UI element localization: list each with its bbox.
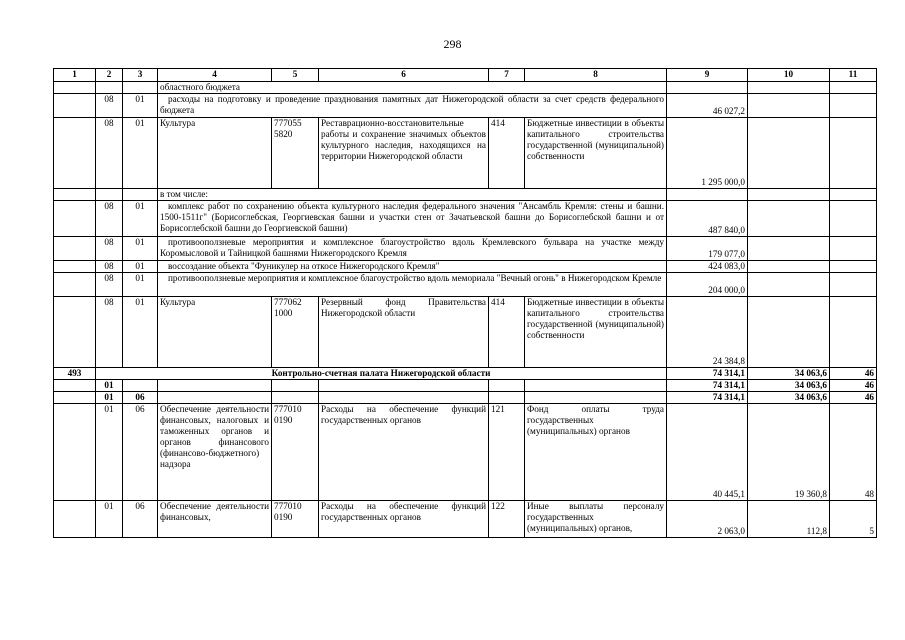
column-header: 2: [96, 69, 123, 82]
row-text: в том числе:: [158, 189, 667, 201]
percent-complete: 48: [830, 404, 877, 501]
table-row: [54, 189, 877, 201]
amount-actual: 19 360,8: [748, 404, 830, 501]
row-text: воссоздание объекта "Фуникулер на откосе Нижегородского Кремля": [158, 261, 667, 273]
subsection-code: 01: [123, 201, 158, 237]
target-name: Резервный фонд Правительства Нижегородской области: [319, 297, 489, 368]
row-text: противооползневые мероприятия и комплексное благоустройство вдоль Кремлевского бульвара на участке между Коромысловой и Тайницкой башнями Нижегородского Кремля: [158, 237, 667, 261]
target-name: Расходы на обеспечение функций государственных органов: [319, 404, 489, 501]
table-row: [54, 297, 877, 368]
subsection-code: 06: [123, 501, 158, 538]
expense-type-name: Фонд оплаты труда государственных (муниципальных) органов: [525, 404, 667, 501]
row-text: расходы на подготовку и проведение празднования памятных дат Нижегородской области за счет средств федерального бюджета: [158, 94, 667, 118]
table-row: [54, 380, 877, 392]
table-row: [54, 261, 877, 273]
section-code: 08: [96, 273, 123, 297]
section-name: Обеспечение деятельности финансовых,: [158, 501, 272, 538]
section-code: 01: [96, 404, 123, 501]
amount-plan: 74 314,1: [667, 392, 748, 404]
table-row: [54, 273, 877, 297]
expense-type-name: Бюджетные инвестиции в объекты капитального строительства государственной (муниципальной) собственности: [525, 118, 667, 189]
section-code: 08: [96, 118, 123, 189]
amount-actual: 34 063,6: [748, 392, 830, 404]
subsection-code: 01: [123, 237, 158, 261]
subsection-code: 01: [123, 273, 158, 297]
table-row: [54, 368, 877, 380]
amount-plan: 40 445,1: [667, 404, 748, 501]
target-code: 777055 5820: [272, 118, 319, 189]
expense-type-code: 414: [489, 118, 525, 189]
table-row: [54, 94, 877, 118]
row-text: областного бюджета: [158, 82, 667, 94]
amount-plan: 1 295 000,0: [667, 118, 748, 189]
percent-complete: 46: [830, 392, 877, 404]
row-text: противооползневые мероприятия и комплексное благоустройство вдоль мемориала "Вечный огонь" в Нижегородском Кремле: [158, 273, 667, 297]
section-code: 01: [96, 392, 123, 404]
row-text: комплекс работ по сохранению объекта культурного наследия федерального значения "Ансамбль Кремля: стены и башни. 1500-1511г" (Борисоглебская, Георгиевская башни и участки стен от Зачатьевской башни до Борисоглебской башни и от Борисоглебской башни до Георгиевской башни): [158, 201, 667, 237]
target-code: 777010 0190: [272, 404, 319, 501]
percent-complete: 46: [830, 380, 877, 392]
expense-type-code: 122: [489, 501, 525, 538]
column-header: 11: [830, 69, 877, 82]
amount-actual: 112,8: [748, 501, 830, 538]
target-code: 777010 0190: [272, 501, 319, 538]
amount-plan: 2 063,0: [667, 501, 748, 538]
column-header: 4: [158, 69, 272, 82]
department-code: 493: [54, 368, 96, 380]
department-name: Контрольно-счетная палата Нижегородской области: [96, 368, 667, 380]
header-row: [54, 69, 877, 82]
column-header: 6: [319, 69, 489, 82]
table-row: [54, 82, 877, 94]
expense-type-name: Иные выплаты персоналу государственных (муниципальных) органов,: [525, 501, 667, 538]
expense-type-name: Бюджетные инвестиции в объекты капитального строительства государственной (муниципальной) собственности: [525, 297, 667, 368]
target-name: Реставрационно-восстановительные работы и сохранение значимых объектов культурного наследия, находящихся на территории Нижегородской области: [319, 118, 489, 189]
section-code: 08: [96, 201, 123, 237]
section-code: 01: [96, 501, 123, 538]
subsection-code: 01: [123, 94, 158, 118]
amount-plan: 424 083,0: [667, 261, 748, 273]
subsection-code: 06: [123, 404, 158, 501]
amount-plan: 24 384,8: [667, 297, 748, 368]
section-name: Культура: [158, 297, 272, 368]
subsection-code: 01: [123, 297, 158, 368]
table-row: [54, 118, 877, 189]
subsection-code: 01: [123, 118, 158, 189]
target-code: 777062 1000: [272, 297, 319, 368]
column-header: 1: [54, 69, 96, 82]
section-code: 01: [96, 380, 123, 392]
table-row: [54, 392, 877, 404]
subsection-code: 06: [123, 392, 158, 404]
amount-actual: 34 063,6: [748, 380, 830, 392]
percent-complete: 5: [830, 501, 877, 538]
section-code: 08: [96, 297, 123, 368]
column-header: 8: [525, 69, 667, 82]
table-row: [54, 237, 877, 261]
page-number: 298: [443, 37, 462, 51]
section-name: Обеспечение деятельности финансовых, налоговых и таможенных органов и органов финансового (финансово-бюджетного) надзора: [158, 404, 272, 501]
section-name: Культура: [158, 118, 272, 189]
target-name: Расходы на обеспечение функций государственных органов: [319, 501, 489, 538]
section-code: 08: [96, 261, 123, 273]
budget-table: [53, 68, 877, 538]
column-header: 9: [667, 69, 748, 82]
amount-actual: 34 063,6: [748, 368, 830, 380]
amount-plan: 46 027,2: [667, 94, 748, 118]
amount-plan: 74 314,1: [667, 368, 748, 380]
amount-plan: 204 000,0: [667, 273, 748, 297]
percent-complete: 46: [830, 368, 877, 380]
table-row: [54, 501, 877, 538]
column-header: 3: [123, 69, 158, 82]
amount-plan: 74 314,1: [667, 380, 748, 392]
table-row: [54, 201, 877, 237]
column-header: 7: [489, 69, 525, 82]
amount-plan: 179 077,0: [667, 237, 748, 261]
expense-type-code: 121: [489, 404, 525, 501]
section-code: 08: [96, 94, 123, 118]
amount-plan: 487 840,0: [667, 201, 748, 237]
column-header: 5: [272, 69, 319, 82]
table-row: [54, 404, 877, 501]
column-header: 10: [748, 69, 830, 82]
expense-type-code: 414: [489, 297, 525, 368]
section-code: 08: [96, 237, 123, 261]
subsection-code: 01: [123, 261, 158, 273]
